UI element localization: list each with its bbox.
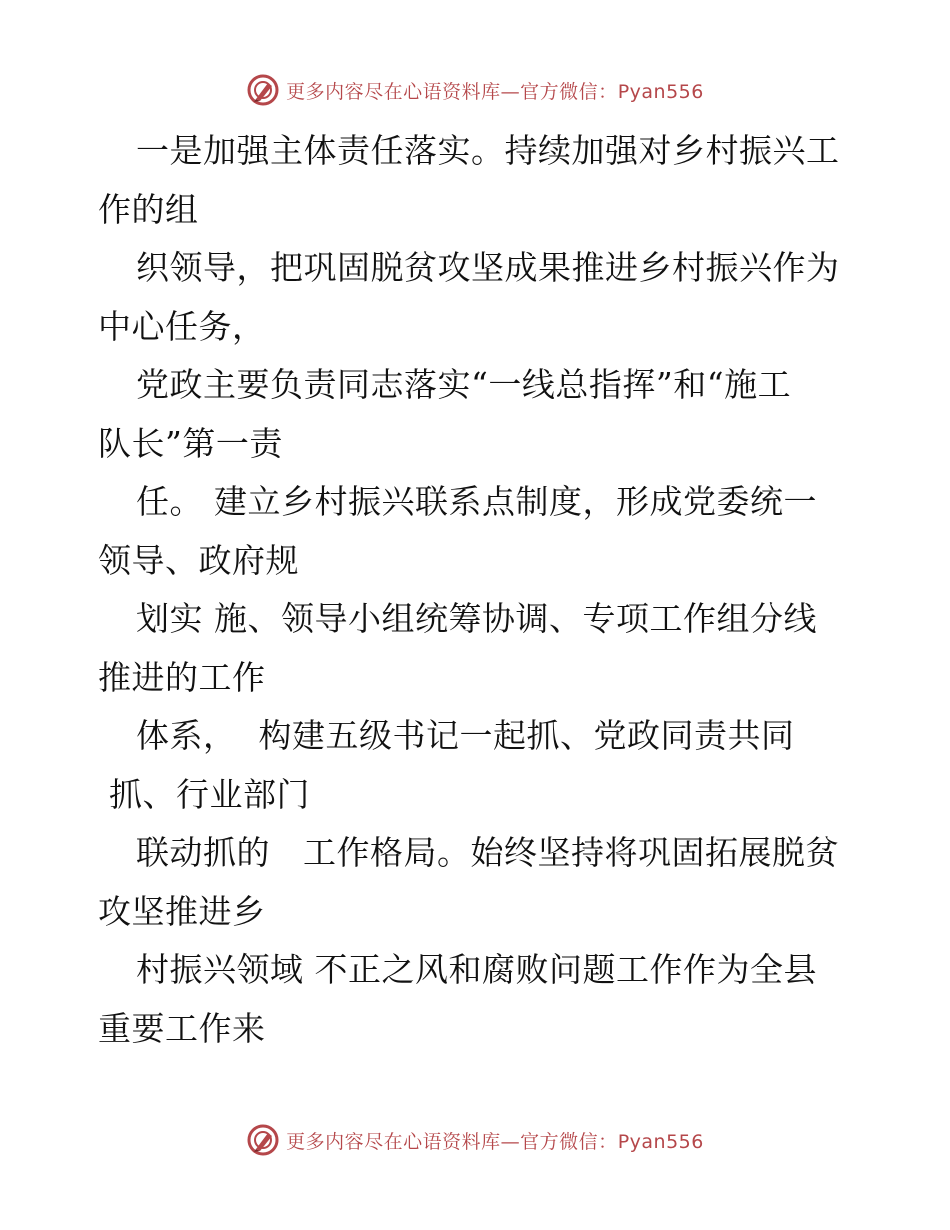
pen-logo-icon [246,73,280,107]
text-line: 队长”第一责 [98,423,283,463]
footer-watermark [0,1120,950,1160]
pen-logo-icon [246,1123,280,1157]
text-line: 织领导，把巩固脱贫攻坚成果推进乡村振兴作为 [136,248,840,287]
text-line: 作的组 [98,189,199,229]
footer-contact-label: 官方微信： [520,1130,618,1153]
text-line: 党政主要负责同志落实“一线总指挥”和“施工 [136,365,792,404]
footer-contact-id: Pyan556 [617,1130,704,1153]
text-line: 中心任务， [98,306,266,346]
text-line: 任。 建立乡村振兴联系点制度，形成党委统一 [136,482,817,521]
header-brand: 更多内容尽在心语资料库 [286,80,501,103]
footer-separator: — [500,1130,521,1153]
header-watermark [0,70,950,110]
text-line: 抓、行业部门 [98,774,310,814]
header-contact-id: Pyan556 [617,80,704,103]
text-line: 攻坚推进乡 [98,891,266,931]
text-line: 划实 施、领导小组统筹协调、专项工作组分线 [136,599,817,638]
text-line: 重要工作来 [98,1008,266,1048]
text-line: 体系， 构建五级书记一起抓、党政同责共同 [136,716,795,755]
header-separator: — [500,80,521,103]
text-line: 村振兴领域 不正之风和腐败问题工作作为全县 [136,950,817,989]
text-line: 推进的工作 [98,657,266,697]
footer-brand: 更多内容尽在心语资料库 [286,1130,501,1153]
header-contact-label: 官方微信： [520,80,618,103]
text-line: 联动抓的 工作格局。始终坚持将巩固拓展脱贫 [136,833,839,872]
text-line: 领导、政府规 [98,540,299,580]
document-body [98,122,858,1058]
text-line: 一是加强主体责任落实。持续加强对乡村振兴工 [136,131,840,170]
